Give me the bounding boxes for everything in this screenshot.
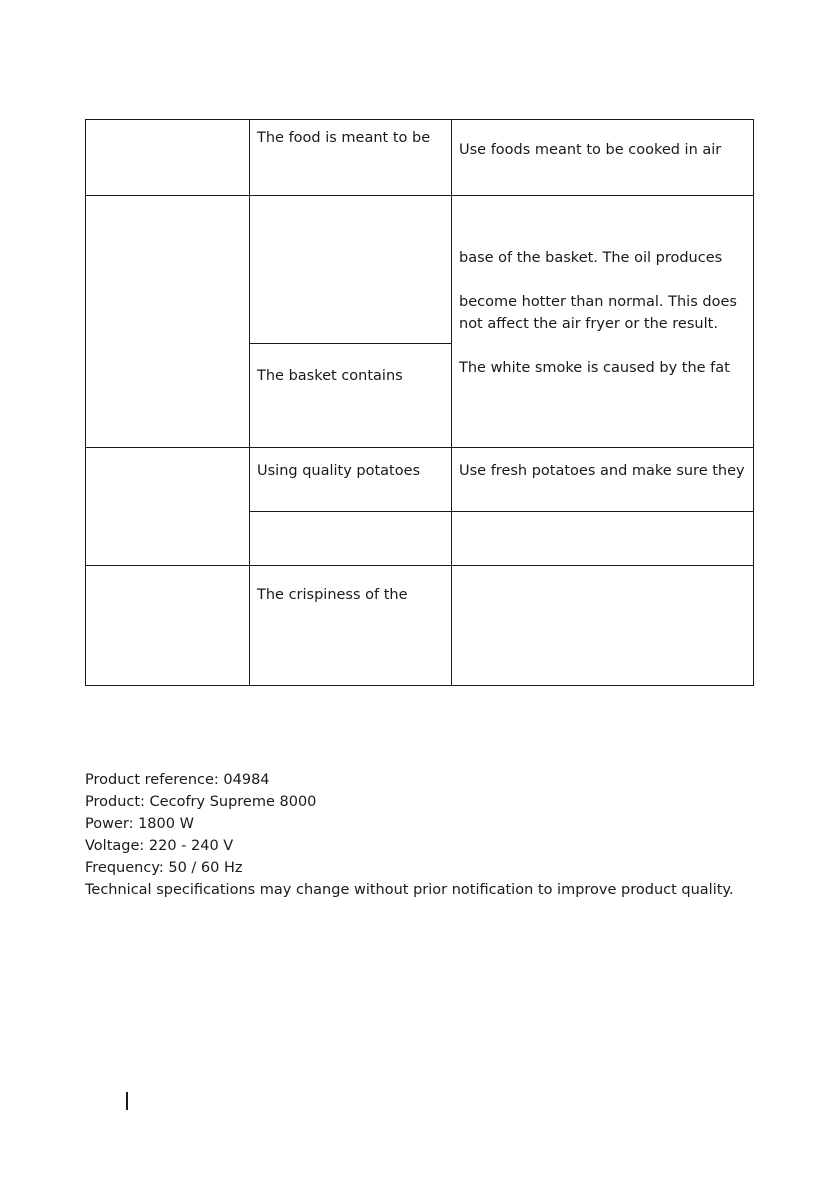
table-cell-cause: The crispiness of the <box>257 587 408 603</box>
table-column-divider <box>249 119 250 686</box>
table-border-top <box>85 119 754 120</box>
table-column-divider <box>451 119 452 686</box>
table-cell-cause: The food is meant to be <box>257 130 431 146</box>
spec-voltage: Voltage: 220 - 240 V <box>85 838 234 854</box>
spec-product-reference: Product reference: 04984 <box>85 772 270 788</box>
spec-product-name: Product: Cecofry Supreme 8000 <box>85 794 317 810</box>
table-border-left <box>85 119 86 686</box>
spec-frequency: Frequency: 50 / 60 Hz <box>85 860 243 876</box>
table-row-divider <box>249 511 754 512</box>
table-cell-solution: become hotter than normal. This does <box>459 294 737 310</box>
table-cell-cause: Using quality potatoes <box>257 463 421 479</box>
table-cell-solution: not affect the air fryer or the result. <box>459 316 718 332</box>
table-row-divider <box>85 565 754 566</box>
table-cell-cause: The basket contains <box>257 368 403 384</box>
page-marker <box>126 1092 128 1110</box>
table-cell-solution: Use foods meant to be cooked in air <box>459 142 722 158</box>
table-border-right <box>753 119 754 686</box>
spec-notice: Technical specifications may change without prior notification to improve product quality. <box>85 882 734 898</box>
spec-power: Power: 1800 W <box>85 816 194 832</box>
table-cell-solution: Use fresh potatoes and make sure they <box>459 463 745 479</box>
table-row-divider <box>85 447 754 448</box>
table-cell-solution: The white smoke is caused by the fat <box>459 360 730 376</box>
table-cell-solution: base of the basket. The oil produces <box>459 250 723 266</box>
table-row-divider <box>85 195 754 196</box>
table-border-bottom <box>85 685 754 686</box>
table-row-divider <box>249 343 452 344</box>
